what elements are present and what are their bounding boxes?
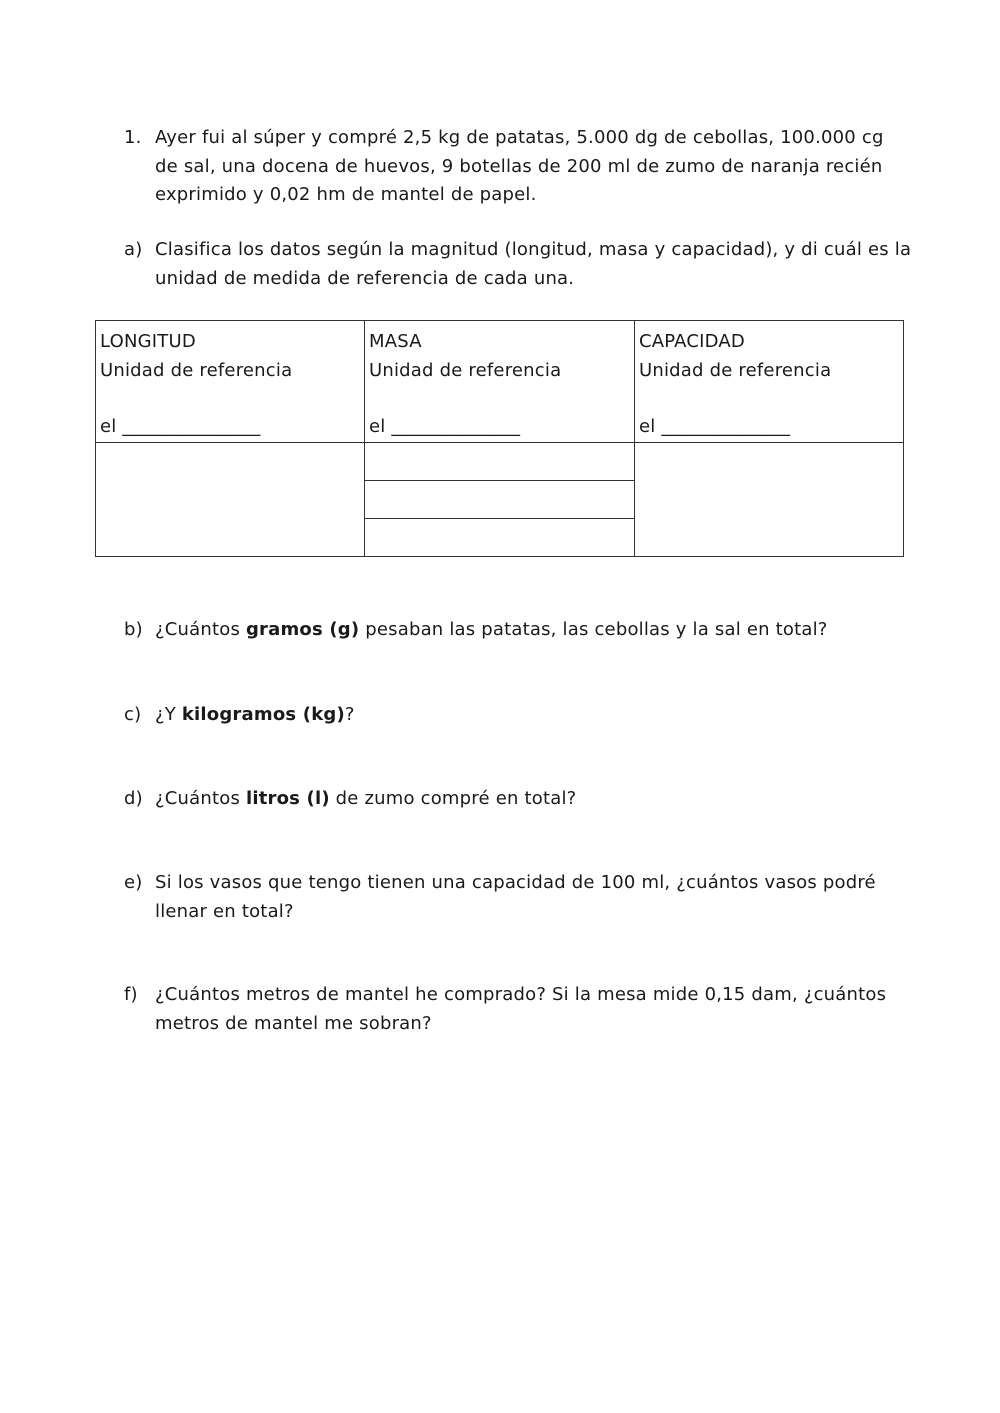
part-e-text bbox=[155, 869, 914, 926]
part-b bbox=[124, 616, 914, 645]
column-header bbox=[96, 321, 364, 443]
answer-cell[interactable] bbox=[365, 443, 634, 481]
part-b-text bbox=[155, 616, 914, 645]
answer-cell[interactable] bbox=[96, 443, 364, 556]
part-e-line-2: llenar en total? bbox=[155, 900, 294, 922]
part-d bbox=[124, 785, 914, 814]
answer-blank[interactable]: el ______________ bbox=[369, 416, 521, 437]
part-d-bold-unit: litros (l) bbox=[245, 788, 330, 809]
answer-cell[interactable] bbox=[635, 443, 903, 556]
column-header bbox=[635, 321, 903, 443]
part-c-text bbox=[155, 701, 914, 730]
part-e-marker: e) bbox=[124, 872, 143, 893]
column-title: CAPACIDAD bbox=[639, 331, 745, 352]
part-e bbox=[124, 869, 914, 926]
part-b-marker: b) bbox=[124, 619, 143, 640]
question-1-number: 1. bbox=[124, 127, 142, 148]
answer-blank[interactable]: el ______________ bbox=[639, 416, 791, 437]
part-c-bold-unit: kilogramos (kg) bbox=[181, 704, 345, 725]
column-subtitle: Unidad de referencia bbox=[100, 359, 293, 381]
part-d-marker: d) bbox=[124, 788, 143, 809]
column-subtitle: Unidad de referencia bbox=[369, 359, 562, 381]
question-1 bbox=[124, 124, 914, 210]
part-c bbox=[124, 701, 914, 730]
part-d-text bbox=[155, 785, 914, 814]
column-header bbox=[365, 321, 634, 443]
column-title: LONGITUD bbox=[100, 331, 196, 352]
question-1-line-1: Ayer fui al súper y compré 2,5 kg de patatas, 5.000 dg de cebollas, 100.000 cg bbox=[155, 127, 884, 148]
part-b-text-start: ¿Cuántos bbox=[155, 619, 246, 640]
part-c-text-end: ? bbox=[344, 704, 355, 725]
part-f-line-1: ¿Cuántos metros de mantel he comprado? Si la mesa mide 0,15 dam, ¿cuántos bbox=[155, 984, 887, 1005]
column-title: MASA bbox=[369, 331, 422, 352]
part-a-text bbox=[155, 236, 914, 293]
question-1-line-2: de sal, una docena de huevos, 9 botellas de 200 ml de zumo de naranja recién bbox=[155, 155, 883, 177]
answer-blank[interactable]: el _______________ bbox=[100, 416, 261, 437]
column-capacidad bbox=[635, 321, 903, 556]
column-masa bbox=[365, 321, 635, 556]
part-f-text bbox=[155, 981, 914, 1038]
part-d-text-end: de zumo compré en total? bbox=[329, 788, 577, 809]
part-a-line-2: unidad de medida de referencia de cada una. bbox=[155, 267, 575, 289]
column-longitud bbox=[96, 321, 365, 556]
part-c-marker: c) bbox=[124, 704, 142, 725]
part-a-line-1: Clasifica los datos según la magnitud (longitud, masa y capacidad), y di cuál es la bbox=[155, 239, 912, 260]
answer-cell[interactable] bbox=[365, 519, 634, 557]
column-subtitle: Unidad de referencia bbox=[639, 359, 832, 381]
part-c-text-start: ¿Y bbox=[155, 704, 182, 725]
answer-cell[interactable] bbox=[365, 481, 634, 519]
part-a-marker: a) bbox=[124, 239, 143, 260]
part-e-line-1: Si los vasos que tengo tienen una capacidad de 100 ml, ¿cuántos vasos podré bbox=[155, 872, 876, 893]
part-f-marker: f) bbox=[124, 984, 138, 1005]
part-f bbox=[124, 981, 914, 1038]
part-d-text-start: ¿Cuántos bbox=[155, 788, 246, 809]
part-b-text-end: pesaban las patatas, las cebollas y la sal en total? bbox=[359, 619, 828, 640]
part-f-line-2: metros de mantel me sobran? bbox=[155, 1012, 432, 1034]
part-a bbox=[124, 236, 914, 293]
question-1-line-3: exprimido y 0,02 hm de mantel de papel. bbox=[155, 184, 537, 205]
magnitude-table bbox=[95, 320, 904, 557]
part-b-bold-unit: gramos (g) bbox=[245, 619, 360, 640]
question-1-text bbox=[155, 124, 914, 210]
